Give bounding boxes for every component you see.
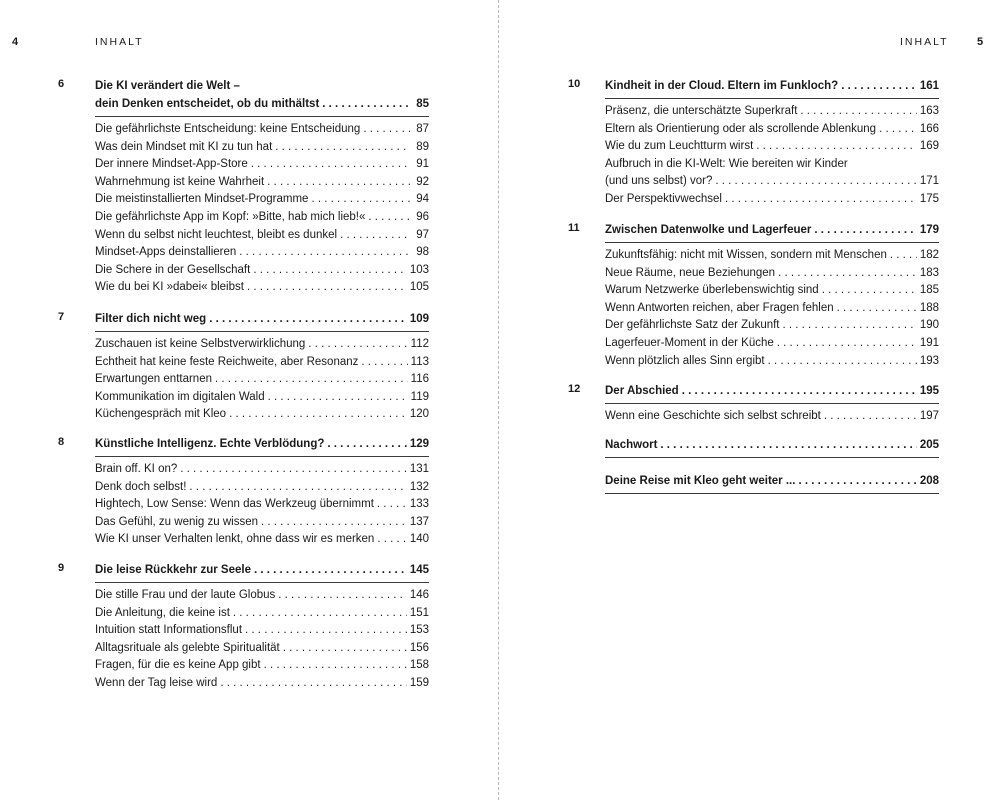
dot-leader — [233, 605, 407, 623]
dot-leader — [824, 408, 917, 426]
toc-entry[interactable] — [95, 389, 429, 407]
dot-leader — [268, 389, 408, 407]
chapter-9 — [58, 561, 429, 693]
dot-leader — [327, 435, 406, 453]
entry-title: Die Anleitung, die keine ist — [95, 606, 230, 619]
chapter-page: 195 — [919, 385, 939, 397]
entry-title: Mindset-Apps deinstallieren — [95, 246, 237, 259]
chapter-heading[interactable] — [95, 561, 429, 583]
dot-leader — [778, 265, 917, 283]
dot-leader — [715, 173, 916, 191]
toc-entry[interactable] — [605, 300, 939, 318]
dot-leader — [239, 244, 410, 262]
entry-page: 132 — [409, 480, 429, 493]
entry-page: 113 — [410, 355, 429, 368]
chapter-number: 11 — [568, 222, 580, 234]
entry-title: Wenn plötzlich alles Sinn ergibt — [605, 354, 765, 367]
chapter-number: 8 — [58, 436, 65, 448]
dot-leader — [768, 353, 917, 371]
dot-leader — [361, 354, 407, 372]
dot-leader — [777, 335, 917, 353]
dot-leader — [363, 121, 410, 139]
toc-entry[interactable] — [605, 247, 939, 265]
toc-entry[interactable] — [95, 479, 429, 497]
dot-leader — [283, 640, 407, 658]
toc-entry[interactable] — [95, 371, 429, 389]
entry-page: 190 — [919, 319, 939, 332]
toc-entry[interactable] — [95, 640, 429, 658]
toc-entry[interactable] — [95, 406, 429, 424]
entry-page: 182 — [919, 249, 939, 261]
dot-leader — [247, 279, 407, 297]
entry-page: 156 — [409, 641, 429, 654]
dot-leader — [267, 174, 410, 192]
chapter-title: Filter dich nicht weg — [95, 313, 207, 325]
dot-leader — [245, 622, 407, 640]
chapter-heading[interactable] — [95, 435, 429, 457]
dot-leader — [841, 77, 917, 95]
chapter-title: Deine Reise mit Kleo geht weiter ... — [605, 475, 796, 487]
chapter-page: 85 — [416, 98, 429, 110]
toc-entry[interactable] — [605, 408, 939, 426]
entry-page: 137 — [409, 515, 429, 528]
dot-leader — [822, 282, 917, 300]
chapter-10 — [568, 77, 939, 209]
entry-title: Wenn du selbst nicht leuchtest, bleibt es dunkel — [95, 228, 338, 241]
entry-title: Kommunikation im digitalen Wald — [95, 390, 265, 403]
dot-leader — [682, 382, 917, 400]
toc-entry-multiline[interactable] — [605, 156, 939, 191]
page-number: 4 — [12, 36, 19, 48]
entry-page: 87 — [416, 123, 429, 135]
chapter-page: 205 — [919, 439, 939, 451]
dot-leader — [800, 103, 916, 121]
toc-entry[interactable] — [95, 461, 429, 479]
toc-entry[interactable] — [605, 265, 939, 283]
chapter-number: 10 — [568, 78, 581, 90]
chapter-page: 109 — [409, 313, 429, 325]
dot-leader — [377, 531, 406, 549]
entry-title: Lagerfeuer-Moment in der Küche — [605, 336, 774, 349]
entry-title: Wie du zum Leuchtturm wirst — [605, 140, 754, 153]
chapter-number: 9 — [58, 562, 65, 574]
toc-entry[interactable] — [95, 279, 429, 297]
toc-entry[interactable] — [605, 335, 939, 353]
dot-leader — [251, 156, 410, 174]
dot-leader — [275, 139, 410, 157]
entry-page: 193 — [919, 354, 939, 367]
entry-page: 185 — [919, 284, 939, 297]
toc-entry[interactable] — [95, 336, 429, 354]
dot-leader — [879, 121, 917, 139]
chapter-page: 179 — [919, 224, 939, 236]
entry-page: 163 — [919, 105, 939, 117]
toc-entry[interactable] — [95, 227, 429, 245]
entry-title: Intuition statt Informationsflut — [95, 624, 243, 637]
toc-entry[interactable] — [95, 605, 429, 623]
dot-leader — [215, 371, 408, 389]
entry-title: Der innere Mindset-App-Store — [95, 158, 248, 171]
entry-title: Der Perspektivwechsel — [605, 192, 722, 205]
dot-leader — [180, 461, 407, 479]
chapter-heading[interactable] — [605, 382, 939, 404]
right-page — [500, 0, 1000, 800]
chapter-heading[interactable] — [605, 472, 939, 494]
entry-title: Was dein Mindset mit KI zu tun hat — [95, 140, 273, 153]
chapter-title: Kindheit in der Cloud. Eltern im Funkloch? — [605, 80, 839, 92]
chapter-heading[interactable] — [95, 77, 429, 117]
toc-entry[interactable] — [605, 353, 939, 371]
entry-page: 175 — [919, 192, 939, 205]
chapter-title: Zwischen Datenwolke und Lagerfeuer — [605, 224, 812, 236]
toc-entry[interactable] — [95, 174, 429, 192]
chapter-title: Die KI verändert die Welt – — [95, 80, 240, 92]
chapter-title: Nachwort — [605, 439, 658, 451]
chapter-heading[interactable] — [95, 310, 429, 332]
entry-title: Die stille Frau und der laute Globus — [95, 589, 276, 601]
entry-title: Wie du bei KI »dabei« bleibst — [95, 281, 244, 294]
entry-page: 166 — [919, 122, 939, 135]
entry-title: Echtheit hat keine feste Reichweite, aber Resonanz — [95, 355, 359, 368]
entry-title: Die Schere in der Gesellschaft — [95, 263, 251, 276]
chapter-title: Künstliche Intelligenz. Echte Verblödung? — [95, 438, 325, 450]
chapter-number: 6 — [58, 78, 65, 90]
toc-entry[interactable] — [95, 262, 429, 280]
entry-title: Fragen, für die es keine App gibt — [95, 659, 261, 672]
chapter-heading[interactable] — [605, 221, 939, 243]
entry-page: 98 — [416, 246, 429, 259]
entry-page: 89 — [416, 140, 429, 153]
entry-title: Eltern als Orientierung oder als scrollende Ablenkung — [605, 122, 877, 135]
entry-title: Warum Netzwerke überlebenswichtig sind — [605, 284, 819, 297]
entry-title: Denk doch selbst! — [95, 480, 187, 493]
entry-page: 105 — [409, 281, 429, 294]
entry-page: 97 — [416, 228, 429, 241]
chapter-page: 208 — [919, 475, 939, 487]
dot-leader — [798, 472, 916, 490]
toc-entry[interactable] — [95, 587, 429, 605]
entry-title: Küchengespräch mit Kleo — [95, 408, 227, 421]
entry-page: 183 — [919, 266, 939, 279]
toc-entry[interactable] — [95, 121, 429, 139]
afterword — [605, 436, 939, 462]
entry-title: Die meistinstallierten Mindset-Programme — [95, 193, 309, 206]
chapter-11 — [568, 221, 939, 370]
entry-page: 140 — [409, 533, 429, 546]
dot-leader — [783, 317, 917, 335]
toc-entry[interactable] — [95, 531, 429, 549]
page-gutter — [498, 0, 499, 800]
entry-page: 169 — [919, 140, 939, 153]
entry-page: 91 — [416, 158, 429, 171]
toc-entry[interactable] — [95, 622, 429, 640]
toc-entry[interactable] — [95, 354, 429, 372]
dot-leader — [814, 221, 916, 239]
chapter-heading[interactable] — [605, 77, 939, 99]
entry-title: Die gefährlichste Entscheidung: keine Entscheidung — [95, 123, 361, 135]
dot-leader — [837, 300, 917, 318]
dot-leader — [253, 262, 406, 280]
dot-leader — [368, 209, 410, 227]
entry-page: 116 — [410, 373, 429, 386]
entry-title: Brain off. KI on? — [95, 463, 178, 475]
entry-page: 197 — [919, 410, 939, 422]
entry-title: Zuschauen ist keine Selbstverwirklichung — [95, 338, 306, 350]
chapter-6 — [58, 77, 429, 297]
entry-page: 158 — [409, 659, 429, 672]
dot-leader — [340, 227, 410, 245]
dot-leader — [261, 514, 407, 532]
entry-page: 112 — [410, 338, 429, 350]
chapter-7 — [58, 310, 429, 424]
chapter-page: 145 — [409, 564, 429, 576]
toc-entry[interactable] — [95, 191, 429, 209]
entry-page: 103 — [409, 263, 429, 276]
entry-page: 119 — [410, 390, 429, 403]
toc-entry[interactable] — [95, 496, 429, 514]
toc-entry[interactable] — [95, 244, 429, 262]
entry-page: 151 — [409, 606, 429, 619]
toc-entry[interactable] — [95, 139, 429, 157]
entry-title-line: Aufbruch in die KI-Welt: Wie bereiten wir Kinder — [605, 157, 848, 170]
entry-page: 153 — [409, 624, 429, 637]
chapter-title: Der Abschied — [605, 385, 679, 397]
entry-page: 131 — [409, 463, 429, 475]
dot-leader — [377, 496, 407, 514]
chapter-8 — [58, 435, 429, 549]
entry-page: 188 — [919, 301, 939, 314]
page-number: 5 — [977, 36, 984, 48]
entry-page: 92 — [416, 175, 429, 188]
entry-page: 120 — [409, 408, 429, 421]
entry-title: Wie KI unser Verhalten lenkt, ohne dass wir es merken — [95, 533, 375, 546]
entry-page: 94 — [416, 193, 429, 206]
dot-leader — [254, 561, 407, 579]
dot-leader — [264, 657, 407, 675]
entry-title: Wenn der Tag leise wird — [95, 676, 218, 689]
toc-entry[interactable] — [95, 675, 429, 693]
entry-title: Hightech, Low Sense: Wenn das Werkzeug übernimmt — [95, 498, 374, 511]
toc-entry[interactable] — [605, 317, 939, 335]
chapter-title: Die leise Rückkehr zur Seele — [95, 564, 251, 576]
running-head: INHALT — [95, 36, 144, 48]
entry-title: Der gefährlichste Satz der Zukunft — [605, 319, 780, 332]
toc-entry[interactable] — [605, 138, 939, 156]
entry-page: 146 — [409, 589, 429, 601]
running-head: INHALT — [900, 36, 949, 48]
entry-page: 191 — [919, 336, 939, 349]
chapter-number: 12 — [568, 383, 581, 395]
dot-leader — [311, 191, 410, 209]
dot-leader — [756, 138, 917, 156]
dot-leader — [220, 675, 407, 693]
dot-leader — [890, 247, 917, 265]
entry-page: 171 — [919, 175, 939, 188]
entry-title: Alltagsrituale als gelebte Spiritualität — [95, 641, 280, 654]
toc-entry[interactable] — [95, 156, 429, 174]
dot-leader — [209, 310, 407, 328]
entry-title: Wahrnehmung ist keine Wahrheit — [95, 175, 265, 188]
toc-entry[interactable] — [605, 103, 939, 121]
toc-entry[interactable] — [95, 657, 429, 675]
entry-title: Das Gefühl, zu wenig zu wissen — [95, 515, 258, 528]
toc-entry[interactable] — [95, 209, 429, 227]
entry-page: 133 — [409, 498, 429, 511]
dot-leader — [229, 406, 407, 424]
toc-entry[interactable] — [95, 514, 429, 532]
dot-leader — [660, 436, 916, 454]
entry-title: Erwartungen enttarnen — [95, 373, 212, 386]
chapter-heading[interactable] — [605, 436, 939, 458]
dot-leader — [308, 336, 407, 354]
entry-title: Neue Räume, neue Beziehungen — [605, 266, 776, 279]
entry-title: Wenn Antworten reichen, aber Fragen fehlen — [605, 301, 834, 314]
dot-leader — [189, 479, 406, 497]
chapter-page: 129 — [409, 438, 429, 450]
entry-title: (und uns selbst) vor? — [605, 175, 713, 188]
entry-page: 96 — [416, 210, 429, 223]
chapter-page: 161 — [919, 80, 939, 92]
toc-entry[interactable] — [605, 282, 939, 300]
chapter-12 — [568, 382, 939, 426]
journey-continues — [605, 472, 939, 498]
dot-leader — [725, 191, 917, 209]
toc-entry[interactable] — [605, 121, 939, 139]
toc-entry[interactable] — [605, 191, 939, 209]
dot-leader — [278, 587, 407, 605]
entry-title: Zukunftsfähig: nicht mit Wissen, sondern mit Menschen — [605, 249, 887, 261]
entry-title: Präsenz, die unterschätzte Superkraft — [605, 105, 798, 117]
entry-title: Die gefährlichste App im Kopf: »Bitte, hab mich lieb!« — [95, 210, 366, 223]
chapter-title: dein Denken entscheidet, ob du mithältst — [95, 98, 320, 110]
entry-page: 159 — [409, 676, 429, 689]
chapter-number: 7 — [58, 311, 65, 323]
dot-leader — [322, 95, 410, 113]
entry-title: Wenn eine Geschichte sich selbst schreibt — [605, 410, 821, 422]
